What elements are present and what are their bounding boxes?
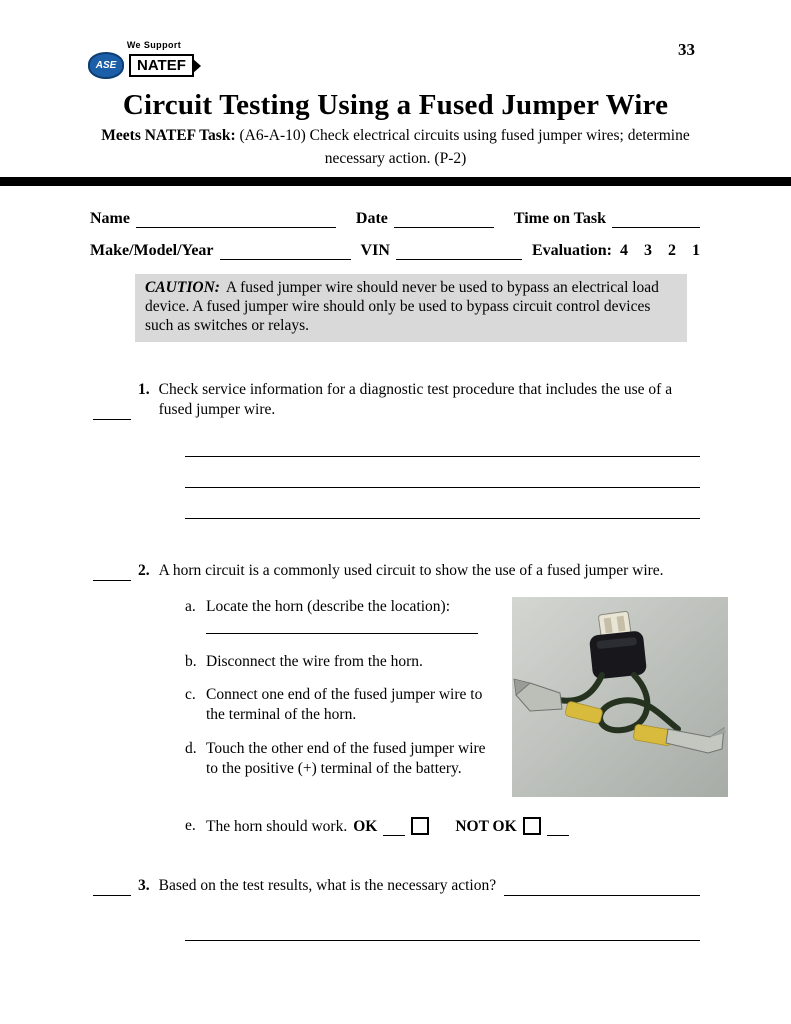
time-on-task-label: Time on Task [513, 209, 607, 227]
we-support-label: We Support [126, 40, 182, 50]
name-label: Name [90, 209, 130, 227]
natef-task-line [0, 126, 791, 145]
horn-location-line[interactable] [206, 633, 478, 634]
step-3 [93, 876, 700, 896]
page-title: Circuit Testing Using a Fused Jumper Wire [122, 89, 669, 121]
item-e-label: e. [185, 816, 196, 834]
name-field[interactable] [136, 211, 336, 228]
task-text-line1: (A6-A-10) Check electrical circuits using fused jumper wires; determine [239, 127, 690, 144]
step2-body [185, 597, 728, 797]
step-2 [93, 561, 700, 581]
step3-text: Based on the test results, what is the necessary action? [158, 876, 497, 894]
task-label: Meets NATEF Task: [101, 127, 236, 144]
step-1 [93, 380, 700, 420]
fused-jumper-wire-photo [512, 597, 728, 797]
answer-line[interactable] [185, 910, 700, 941]
vin-label: VIN [360, 241, 390, 259]
item-c-label: c. [185, 686, 196, 704]
step1-text: Check service information for a diagnostic test procedure that includes the use of a fused jumper wire. [158, 381, 673, 419]
item-b-label: b. [185, 653, 197, 671]
caution-text: A fused jumper wire should never be used to bypass an electrical load device. A fused jumper wire should only be used to bypass circuit control devices such as switches or relays. [145, 278, 659, 334]
caution-label: CAUTION: [145, 278, 220, 296]
evaluation-scale[interactable]: 4 3 2 1 [620, 241, 700, 259]
evaluation-label: Evaluation: [531, 241, 612, 259]
item-c-text: Connect one end of the fused jumper wire to the terminal of the horn. [206, 686, 483, 724]
item-d-text: Touch the other end of the fused jumper wire to the positive (+) terminal of the battery. [206, 739, 486, 777]
make-model-year-field[interactable] [220, 243, 351, 260]
step1-number: 1. [138, 381, 150, 399]
answer-line[interactable] [185, 426, 700, 457]
natef-wordmark: NATEF [129, 54, 194, 77]
page-header [0, 0, 791, 79]
natef-logo [88, 40, 220, 79]
not-ok-line[interactable] [547, 824, 569, 836]
step2-item-d [185, 739, 490, 779]
vin-field[interactable] [396, 243, 522, 260]
step2-text: A horn circuit is a commonly used circuit to show the use of a fused jumper wire. [158, 562, 664, 580]
step1-check-line[interactable] [93, 404, 131, 420]
necessary-action-line[interactable] [504, 880, 700, 896]
answer-line[interactable] [185, 457, 700, 488]
step3-number: 3. [138, 876, 150, 894]
natef-task-line2: necessary action. (P-2) [324, 150, 467, 168]
item-a-text: Locate the horn (describe the location): [206, 597, 451, 615]
make-model-year-label: Make/Model/Year [90, 241, 214, 259]
item-a-label: a. [185, 597, 196, 615]
date-label: Date [355, 209, 388, 227]
ase-emblem-icon: ASE [88, 52, 124, 79]
caution-box [135, 274, 687, 343]
not-ok-label: NOT OK [455, 817, 517, 835]
step2-item-c [185, 685, 490, 725]
page-number: 33 [678, 40, 695, 59]
item-e-text: The horn should work. [206, 817, 348, 835]
step3-check-line[interactable] [93, 880, 131, 896]
step2-item-a [185, 597, 490, 617]
date-field[interactable] [394, 211, 494, 228]
step2-number: 2. [138, 562, 150, 580]
ok-checkbox[interactable] [411, 817, 429, 835]
answer-line[interactable] [185, 488, 700, 519]
divider-bar [0, 177, 791, 186]
info-row-1 [90, 210, 700, 228]
not-ok-checkbox[interactable] [523, 817, 541, 835]
step2-check-line[interactable] [93, 565, 131, 581]
item-b-text: Disconnect the wire from the horn. [206, 653, 423, 671]
time-on-task-field[interactable] [612, 211, 700, 228]
ok-line[interactable] [383, 824, 405, 836]
item-d-label: d. [185, 739, 197, 757]
step2-item-b [185, 652, 490, 672]
ok-label: OK [353, 817, 378, 835]
info-row-2 [90, 242, 700, 260]
step2-item-e [185, 817, 791, 836]
